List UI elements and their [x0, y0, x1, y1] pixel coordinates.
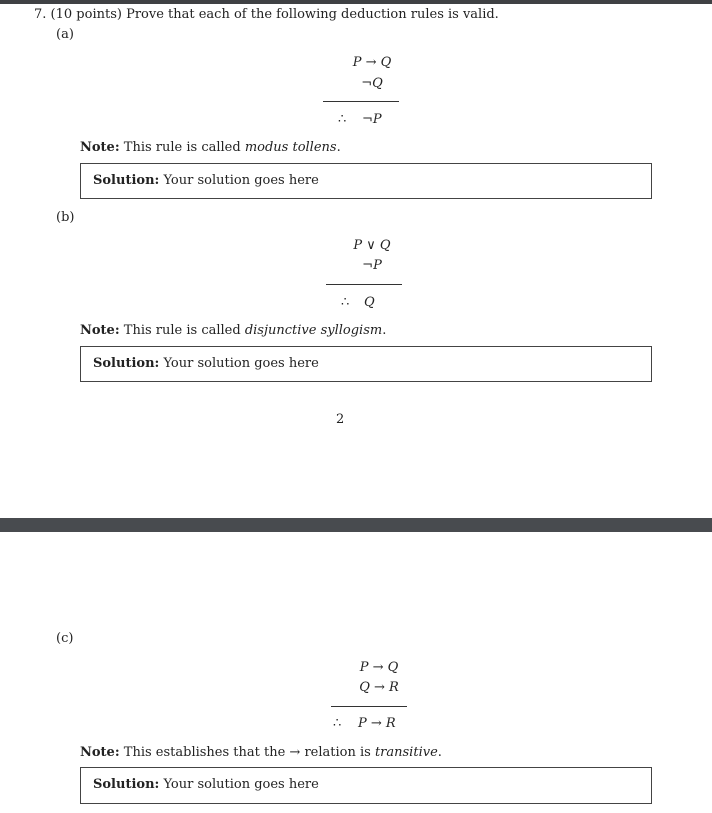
- part-a-solution-text: Your solution goes here: [163, 173, 319, 188]
- part-c-solution-text: Your solution goes here: [163, 777, 319, 792]
- part-a-inference-line: [323, 101, 399, 102]
- part-a-note-end: .: [336, 140, 341, 155]
- part-a-solution: [93, 173, 319, 188]
- part-a-therefore-symbol: ∴: [338, 112, 347, 127]
- part-a-solution-box: [80, 163, 652, 199]
- part-a-note-term: modus tollens: [244, 140, 337, 155]
- part-b-note-end: .: [382, 323, 387, 338]
- part-a-note: [80, 140, 341, 155]
- question-number: 7.: [34, 7, 47, 22]
- part-b-premise-1: P ∨ Q: [353, 238, 391, 253]
- part-c-solution: [93, 777, 319, 792]
- part-a-label: (a): [56, 27, 74, 42]
- part-b-solution-text: Your solution goes here: [163, 356, 319, 371]
- part-c-solution-label: Solution:: [93, 777, 160, 792]
- part-c-note-text: This establishes that the → relation is: [123, 745, 375, 760]
- part-a-note-text: This rule is called: [123, 140, 245, 155]
- page-separator: [0, 518, 712, 532]
- page-top-edge: [0, 0, 712, 4]
- part-c-conclusion: P → R: [358, 716, 396, 731]
- part-b-solution-label: Solution:: [93, 356, 160, 371]
- part-a-solution-label: Solution:: [93, 173, 160, 188]
- part-c-solution-box: [80, 767, 652, 804]
- part-c-note-label: Note:: [80, 745, 120, 760]
- part-b-inference-line: [326, 284, 402, 285]
- part-c-label: (c): [56, 631, 74, 646]
- part-b-solution: [93, 356, 319, 371]
- part-b-premise-2: ¬P: [362, 258, 382, 273]
- part-c-therefore-symbol: ∴: [333, 716, 342, 731]
- part-a-premise-2: ¬Q: [361, 76, 383, 91]
- part-b-note-text: This rule is called: [123, 323, 245, 338]
- part-b-note: [80, 323, 386, 338]
- part-b-label: (b): [56, 210, 75, 225]
- part-a-premise-1: P → Q: [352, 55, 392, 70]
- part-c-note-end: .: [437, 745, 442, 760]
- part-b-solution-box: [80, 346, 652, 382]
- part-a-note-label: Note:: [80, 140, 120, 155]
- part-b-note-term: disjunctive syllogism: [244, 323, 383, 338]
- part-c-note: [80, 745, 442, 760]
- part-c-inference-line: [331, 706, 407, 707]
- question-header: [34, 7, 499, 22]
- part-a-conclusion: ¬P: [362, 112, 382, 127]
- question-text: (10 points) Prove that each of the following deduction rules is valid.: [50, 7, 499, 22]
- part-b-therefore-symbol: ∴: [341, 295, 350, 310]
- part-c-premise-2: Q → R: [359, 680, 399, 695]
- part-c-premise-1: P → Q: [359, 660, 399, 675]
- page-number: 2: [336, 412, 345, 427]
- part-b-note-label: Note:: [80, 323, 120, 338]
- part-b-conclusion: Q: [364, 295, 375, 310]
- part-c-note-term: transitive: [374, 745, 438, 760]
